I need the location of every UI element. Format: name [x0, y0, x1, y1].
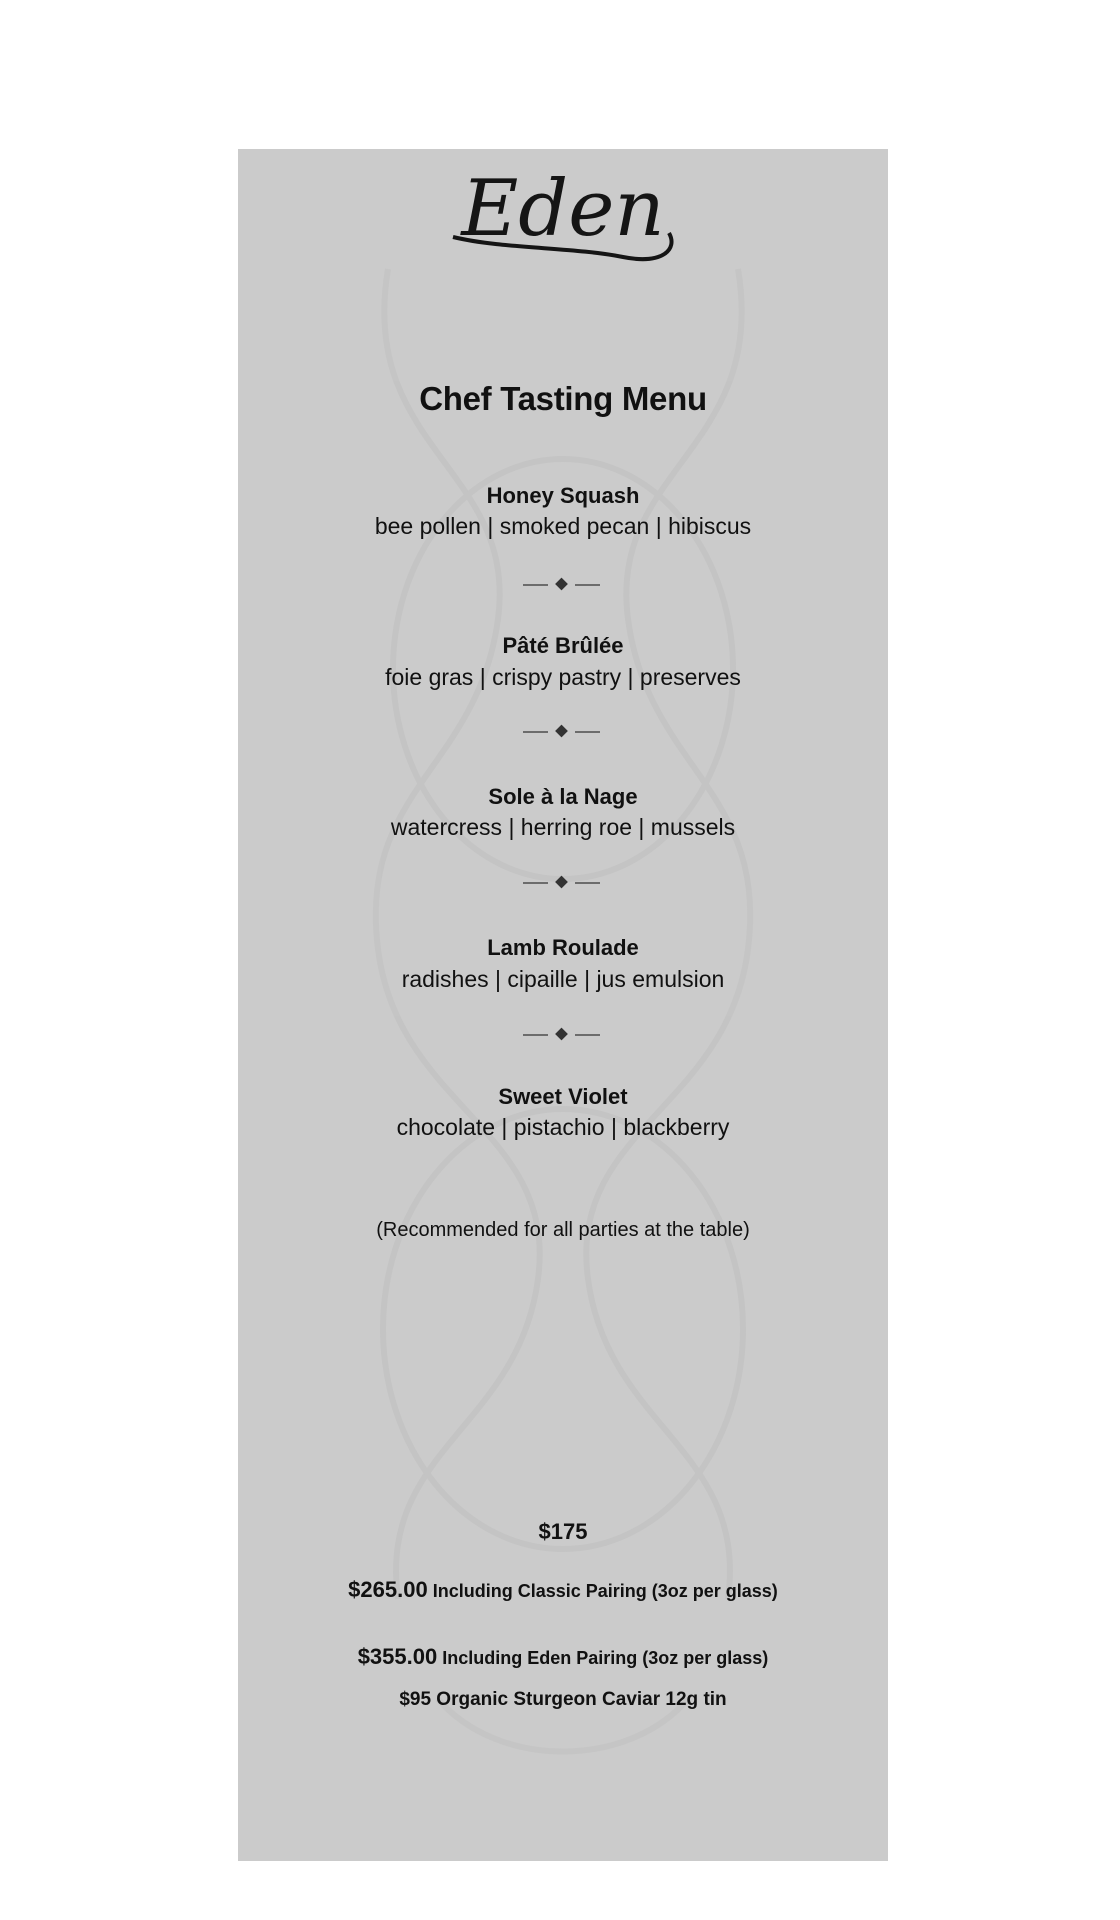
- menu-title: Chef Tasting Menu: [419, 380, 707, 417]
- course-name: Honey Squash: [486, 483, 640, 508]
- recommendation-note: (Recommended for all parties at the table): [376, 1219, 750, 1241]
- course-description: foie gras | crispy pastry | preserves: [385, 664, 741, 690]
- logo-text: Eden: [461, 164, 665, 254]
- divider-ornament: [238, 724, 888, 740]
- course-name: Pâté Brûlée: [502, 633, 624, 658]
- classic-pairing-label: Including Classic Pairing (3oz per glass): [432, 1581, 778, 1601]
- course-description: watercress | herring roe | mussels: [390, 814, 736, 840]
- menu-card: [238, 149, 888, 1861]
- course-name: Sweet Violet: [498, 1084, 628, 1109]
- divider-diamond-icon: [518, 577, 608, 593]
- divider-diamond-icon: [518, 875, 608, 891]
- divider-ornament: [238, 1027, 888, 1043]
- divider-diamond-icon: [518, 1027, 608, 1043]
- course-name: Sole à la Nage: [488, 784, 638, 809]
- base-price: $175: [538, 1519, 588, 1544]
- divider-diamond-icon: [518, 724, 608, 740]
- caviar-addon: $95 Organic Sturgeon Caviar 12g tin: [399, 1689, 727, 1710]
- eden-logo: [238, 149, 888, 274]
- eden-logo-mark: [433, 149, 693, 274]
- divider-ornament: [238, 577, 888, 593]
- divider-ornament: [238, 875, 888, 891]
- eden-pairing-label: Including Eden Pairing (3oz per glass): [442, 1648, 769, 1668]
- eden-pairing-amount: $355.00: [357, 1644, 438, 1669]
- eden-pairing-price: [238, 1644, 888, 1670]
- course-description: bee pollen | smoked pecan | hibiscus: [374, 513, 752, 539]
- classic-pairing-amount: $265.00: [348, 1577, 428, 1602]
- classic-pairing-price: [238, 1577, 888, 1603]
- course-name: Lamb Roulade: [487, 935, 639, 960]
- course-description: chocolate | pistachio | blackberry: [396, 1114, 730, 1140]
- course-description: radishes | cipaille | jus emulsion: [401, 966, 725, 992]
